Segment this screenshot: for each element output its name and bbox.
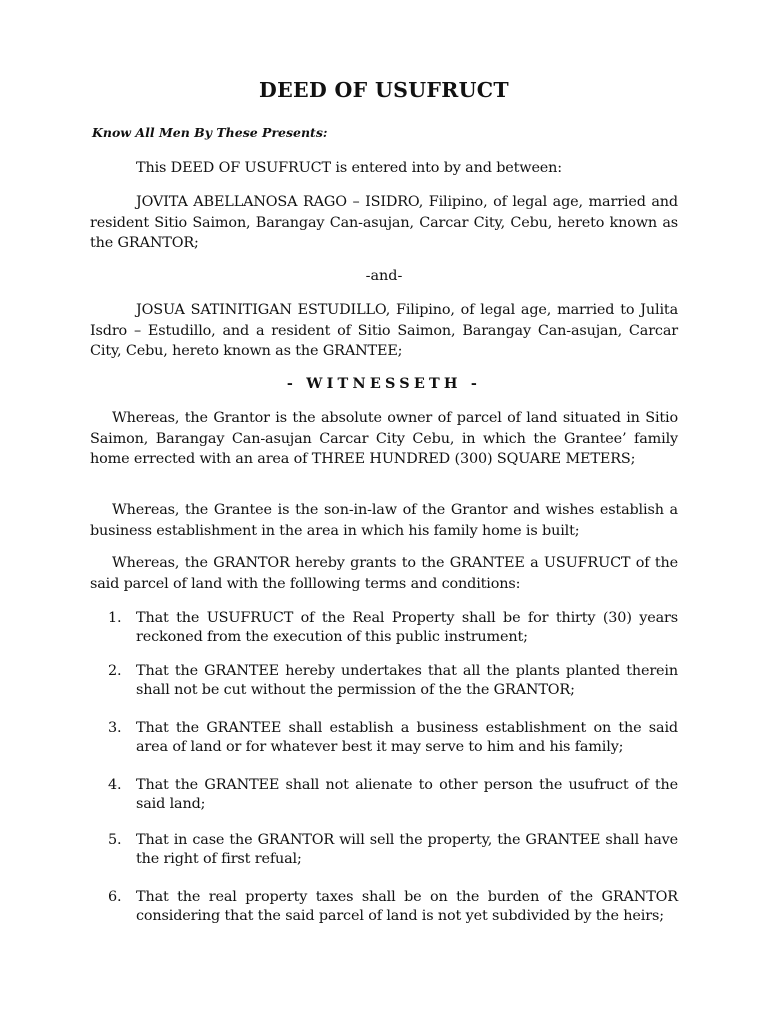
- intro-paragraph: This DEED OF USUFRUCT is entered into by and between:: [136, 160, 562, 176]
- whereas-paragraph-1: Whereas, the Grantor is the absolute owner of parcel of land situated in Sitio Saimon, Barangay Can-asujan Carcar City Cebu, in which the Grantee’ family home errected with an area of THREE HUNDRED (300) SQUARE METERS;: [90, 410, 678, 467]
- condition-number: 4.: [108, 777, 122, 793]
- and-separator: -and-: [365, 268, 403, 284]
- condition-text: That the USUFRUCT of the Real Property shall be for thirty (30) years reckoned from the execution of this public instrument;: [136, 610, 678, 645]
- condition-number: 1.: [108, 610, 122, 626]
- whereas-paragraph-3: Whereas, the GRANTOR hereby grants to the GRANTEE a USUFRUCT of the said parcel of land with the folllowing terms and conditions:: [90, 555, 678, 592]
- grantee-paragraph: JOSUA SATINITIGAN ESTUDILLO, Filipino, of legal age, married to Julita Isdro – Estudillo, and a resident of Sitio Saimon, Barangay Can-asujan, Carcar City, Cebu, hereto known as the GRANTEE;: [90, 302, 678, 359]
- condition-text: That the real property taxes shall be on the burden of the GRANTOR considering that the said parcel of land is not yet subdivided by the heirs;: [136, 889, 678, 924]
- condition-number: 2.: [108, 663, 122, 679]
- condition-text: That the GRANTEE shall not alienate to other person the usufruct of the said land;: [136, 777, 678, 812]
- condition-number: 5.: [108, 832, 122, 848]
- witnesseth-heading: - WITNESSETH -: [286, 375, 482, 392]
- document-title: DEED OF USUFRUCT: [259, 78, 509, 102]
- condition-text: That the GRANTEE hereby undertakes that all the plants planted therein shall not be cut without the permission of the the GRANTOR;: [136, 663, 678, 698]
- condition-text: That in case the GRANTOR will sell the property, the GRANTEE shall have the right of first refual;: [136, 832, 678, 867]
- condition-text: That the GRANTEE shall establish a business establishment on the said area of land or for whatever best it may serve to him and his family;: [136, 720, 678, 755]
- condition-number: 6.: [108, 889, 122, 905]
- grantor-paragraph: JOVITA ABELLANOSA RAGO – ISIDRO, Filipino, of legal age, married and resident Sitio Saimon, Barangay Can-asujan, Carcar City, Cebu, hereto known as the GRANTOR;: [90, 194, 678, 251]
- salutation: Know All Men By These Presents:: [92, 125, 328, 140]
- condition-number: 3.: [108, 720, 122, 736]
- whereas-paragraph-2: Whereas, the Grantee is the son-in-law of the Grantor and wishes establish a business establishment in the area in which his family home is built;: [90, 502, 678, 539]
